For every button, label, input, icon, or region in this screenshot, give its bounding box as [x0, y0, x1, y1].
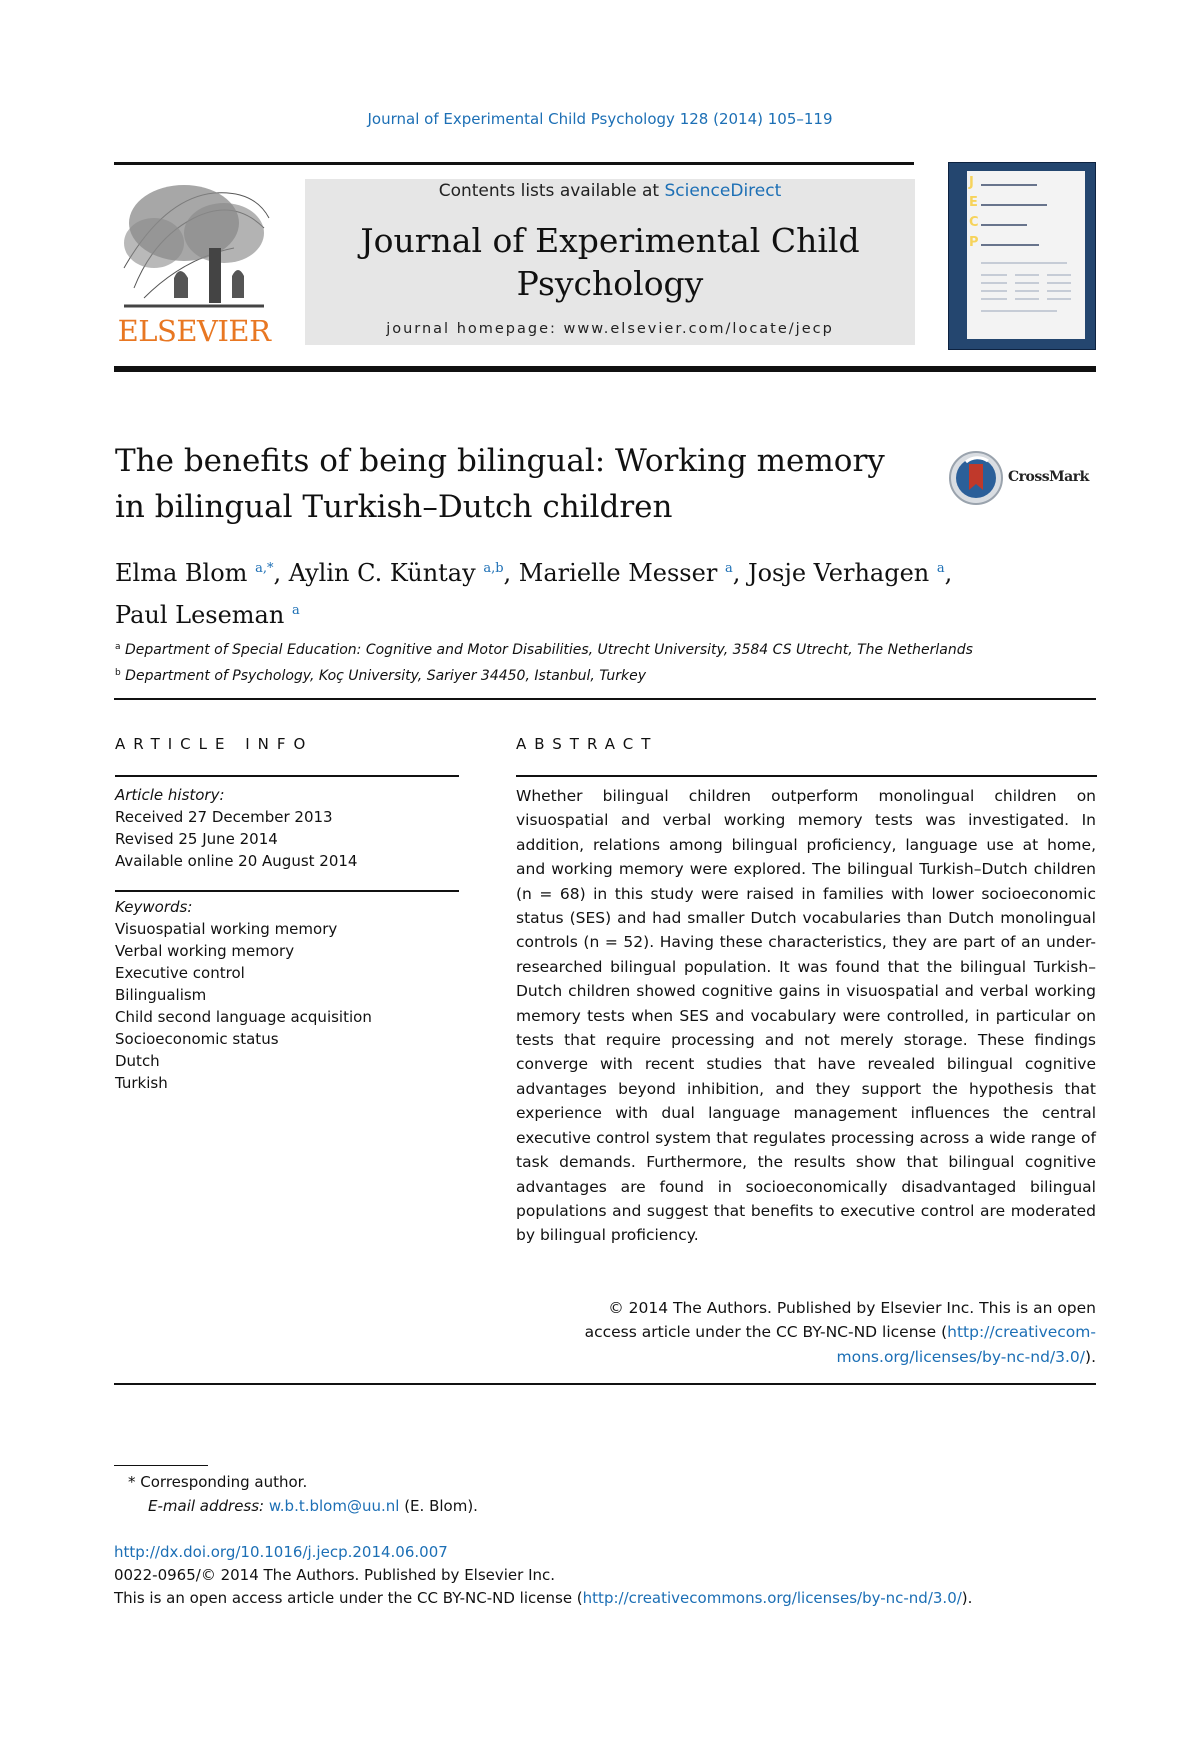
license-prefix: This is an open access article under the CC BY-NC-ND license ( — [114, 1589, 583, 1607]
affiliation-text: Department of Special Education: Cognitive and Motor Disabilities, Utrecht University, 3584 CS Utrecht, The Netherlands — [124, 642, 973, 658]
abstract-rule — [516, 775, 1097, 777]
author-name: Josje Verhagen — [747, 559, 930, 587]
copyright-line2 — [516, 1320, 1096, 1344]
elsevier-wordmark: ELSEVIER — [117, 314, 271, 348]
author-name: Elma Blom — [115, 559, 248, 587]
elsevier-tree-icon — [114, 178, 274, 313]
author-name: Paul Leseman — [115, 601, 285, 629]
journal-title-line2: Psychology — [516, 264, 704, 303]
main-header-rule — [114, 366, 1096, 372]
cover-page — [967, 171, 1085, 339]
footnote — [114, 1470, 1014, 1518]
keywords-block — [115, 896, 459, 1094]
affiliation-item — [115, 662, 1075, 688]
author-name: Marielle Messer — [518, 559, 718, 587]
copyright-license-prefix: access article under the CC BY-NC-ND license ( — [584, 1323, 948, 1342]
license-url-link[interactable]: http://creativecommons.org/licenses/by-nc-nd/3.0/ — [582, 1589, 962, 1607]
history-received: Received 27 December 2013 — [115, 808, 333, 826]
email-note — [114, 1494, 1014, 1518]
header-rule — [114, 162, 914, 165]
copyright-line1: © 2014 The Authors. Published by Elsevier Inc. This is an open — [608, 1299, 1096, 1317]
author-affiliation-link[interactable]: a — [936, 561, 945, 576]
copyright-suffix: ). — [1085, 1347, 1096, 1366]
article-info-heading: ARTICLE INFO — [115, 735, 314, 753]
keyword-item: Child second language acquisition — [115, 1008, 372, 1026]
license-line — [114, 1587, 1094, 1610]
article-info-rule — [115, 775, 459, 777]
cover-text-lines-icon — [967, 171, 1085, 339]
section-rule — [114, 698, 1096, 700]
journal-title-line1: Journal of Experimental Child — [360, 221, 860, 260]
cover-jecp-letters: J E C P — [969, 175, 979, 250]
affiliation-marker: b — [115, 668, 121, 678]
footnote-star: * — [128, 1473, 136, 1491]
keyword-item: Visuospatial working memory — [115, 920, 338, 938]
elsevier-logo — [114, 178, 274, 348]
keywords-label: Keywords: — [115, 898, 193, 916]
author-affiliation-link[interactable]: a — [291, 603, 300, 618]
author-affiliation-link[interactable]: a — [724, 561, 733, 576]
history-online: Available online 20 August 2014 — [115, 852, 358, 870]
author-name: Aylin C. Küntay — [288, 559, 476, 587]
journal-cover[interactable] — [948, 162, 1096, 350]
contents-prefix: Contents lists available at — [438, 181, 665, 201]
email-suffix: (E. Blom). — [399, 1497, 478, 1515]
crossmark-label: CrossMark — [1008, 469, 1089, 485]
crossmark-icon — [948, 450, 1004, 506]
doi-block — [114, 1541, 1094, 1610]
license-link[interactable]: http://creativecom- — [947, 1323, 1096, 1342]
keyword-item: Turkish — [115, 1074, 168, 1092]
article-title — [115, 438, 925, 530]
license-suffix: ). — [961, 1589, 973, 1607]
journal-title — [305, 219, 915, 305]
abstract-heading: ABSTRACT — [516, 735, 659, 753]
author-affiliation-link[interactable]: a,b — [483, 561, 504, 576]
contents-line — [305, 179, 915, 201]
email-link[interactable]: w.b.t.blom@uu.nl — [268, 1497, 400, 1515]
license-link-continued[interactable]: mons.org/licenses/by-nc-nd/3.0/ — [836, 1347, 1086, 1366]
history-label: Article history: — [115, 786, 225, 804]
doi-link[interactable]: http://dx.doi.org/10.1016/j.jecp.2014.06.007 — [114, 1543, 448, 1561]
author-affiliation-link[interactable]: a,* — [255, 561, 274, 576]
abstract-copyright — [516, 1296, 1096, 1369]
journal-homepage[interactable]: journal homepage: www.elsevier.com/locate/jecp — [386, 321, 834, 337]
affiliation-marker: a — [115, 642, 121, 652]
keyword-item: Bilingualism — [115, 986, 207, 1004]
abstract-text: Whether bilingual children outperform monolingual children on visuospatial and verbal working memory tests was investigated. In addition, relations among bilingual proficiency, language use at home, and working memory were explored. The bilingual Turkish–Dutch children (n = 68) in this study were raised in families with lower socioeconomic status (SES) and had smaller Dutch vocabularies than Dutch monolingual controls (n = 52). Having these characteristics, they are part of an under-researched bilingual population. It was found that the bilingual Turkish–Dutch children showed cognitive gains in visuospatial and verbal working memory tests when SES and vocabulary were controlled, in particular on tests that require processing and not merely storage. These findings converge with recent studies that have revealed bilingual cognitive advantages beyond inhibition, and they support the hypothesis that experience with dual language management influences the central executive control system that regulates processing across a wide range of task demands. Furthermore, the results show that bilingual cognitive advantages are found in socioeconomically disadvantaged bilingual populations and suggest that benefits to executive control are moderated by bilingual proficiency. — [516, 787, 1096, 1245]
sciencedirect-link[interactable]: ScienceDirect — [664, 181, 782, 201]
corresponding-author-note — [114, 1470, 1014, 1494]
corresponding-author-label: Corresponding author. — [140, 1473, 308, 1491]
keyword-item: Socioeconomic status — [115, 1030, 279, 1048]
keyword-item: Executive control — [115, 964, 245, 982]
issn-line: 0022-0965/© 2014 The Authors. Published by Elsevier Inc. — [114, 1566, 556, 1584]
keyword-item: Dutch — [115, 1052, 160, 1070]
author-list: Elma Blom $^{a,*}$, Aylin C. Küntay $^{a,b}$, Marielle Messer $^a$, Josje Verhagen $^a$, Paul Leseman $^a$ — [115, 559, 953, 629]
crossmark-badge[interactable] — [948, 450, 1098, 510]
journal-citation[interactable]: Journal of Experimental Child Psychology 128 (2014) 105–119 — [367, 110, 833, 128]
affiliation-item — [115, 636, 1075, 662]
affiliation-text: Department of Psychology, Koç University, Sariyer 34450, Istanbul, Turkey — [125, 668, 647, 684]
footnote-rule — [114, 1465, 208, 1466]
keyword-item: Verbal working memory — [115, 942, 295, 960]
email-label: E-mail address: — [148, 1497, 269, 1515]
article-info-bottom-rule — [114, 1383, 1096, 1385]
affiliations — [115, 636, 1075, 688]
article-title-line1: The benefits of being bilingual: Working memory — [115, 443, 885, 479]
history-revised: Revised 25 June 2014 — [115, 830, 278, 848]
article-title-line2: in bilingual Turkish–Dutch children — [115, 489, 673, 525]
article-history — [115, 784, 459, 872]
copyright-line3 — [516, 1345, 1096, 1369]
journal-masthead — [305, 179, 915, 345]
keywords-rule — [115, 890, 459, 892]
